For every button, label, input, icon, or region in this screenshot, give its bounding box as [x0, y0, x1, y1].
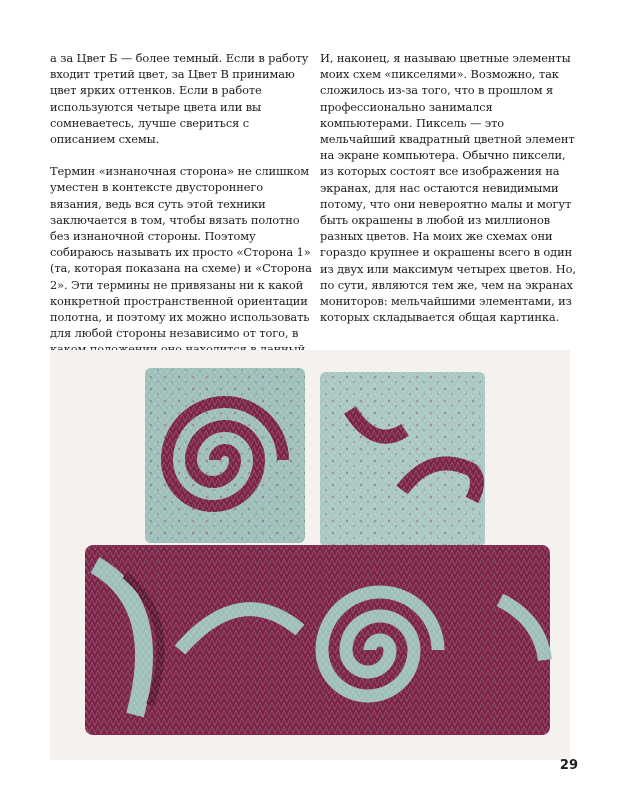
left-text-column: [50, 50, 312, 390]
knitted-samples-illustration: [50, 350, 570, 760]
knit-square-left: [145, 368, 305, 543]
right-paragraph-1: И, наконец, я называю цветные элементы моих схем «пикселями». Возможно, так сложилось из-за того, что в прошлом я профессионально занимался компьютерами. Пиксель — это мельчайший квадратный цветной элемент на экране компьютера. Обычно пиксели, из которых состоят все изображения на экранах, для нас остаются невидимыми потому, что они невероятно малы и могут быть окрашены в любой из миллионов разных цветов. На моих же схемах они гораздо крупнее и окрашены всего в один из двух или максимум четырех цветов. Но, по сути, являются тем же, чем на экранах мониторов: мельчайшими элементами, из которых складывается общая картинка.: [320, 51, 576, 325]
page-number: 29: [559, 758, 578, 773]
knit-headband: [85, 545, 550, 735]
knit-square-right: [320, 372, 485, 547]
right-text-column: [320, 50, 578, 341]
left-paragraph-2: Термин «изнаночная сторона» не слишком уместен в контексте двустороннего вязания, ведь вся суть этой техники заключается в том, чтобы вязать полотно без изнаночной стороны. Поэтому собираюсь называть их просто «Сторона 1» (та, которая показана на схеме) и «Сторона 2». Эти термины не привязаны ни к какой конкретной пространственной ориентации полотна, и поэтому их можно использовать для любой стороны независимо от того, в: [50, 164, 312, 341]
knitting-photo: [50, 350, 570, 760]
left-paragraph-1: а за Цвет Б — более темный. Если в работу входит третий цвет, за Цвет В принимаю цвет ярких оттенков. Если в работе используются четыре цвета или вы сомневаетесь, лучше свериться с описанием схемы.: [50, 51, 309, 147]
